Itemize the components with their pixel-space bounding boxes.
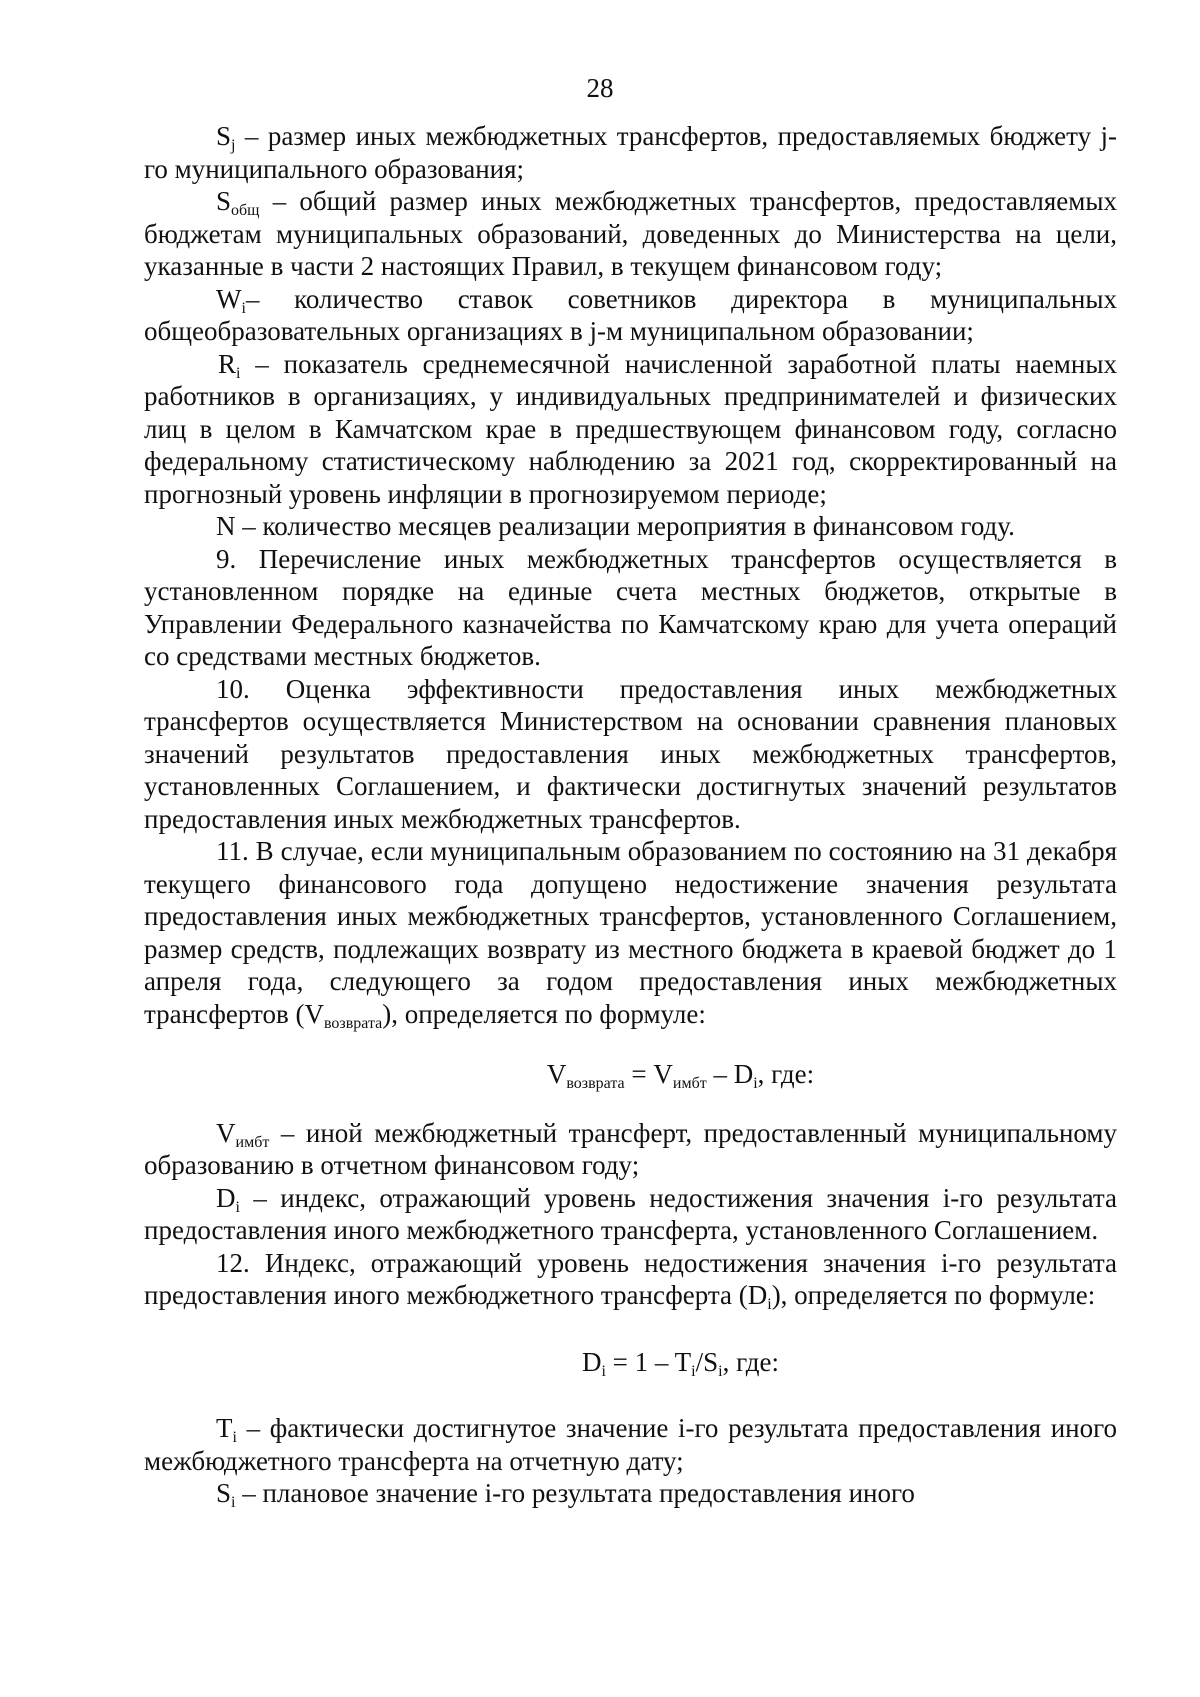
clause-9: 9. Перечисление иных межбюджетных трансфертов осуществляется в установленном порядке на единые счета местных бюджетов, открытые в Управлении Федерального казначейства по Камчатскому краю для учета операций со средствами местных бюджетов. bbox=[144, 543, 1117, 671]
document-body bbox=[144, 120, 1117, 1510]
definition-ti: $T_i$ – фактически достигнутое значение i-го результата предоставления иного межбюджетного трансферта на отчетную дату; bbox=[144, 1413, 1117, 1476]
definition-wi: $W_i-$ количество ставок советников директора в муниципальных общеобразовательных организациях в j-м муниципальном образовании; bbox=[144, 283, 1117, 346]
formula-v-vozvrata: $V_{возврата} = V_{имбт} - D_i$, где: bbox=[546, 1059, 815, 1092]
definition-vimbt: $V_{имбт}$ – иной межбюджетный трансферт, предоставленный муниципальному образованию в отчетном финансовом году; bbox=[144, 1117, 1117, 1180]
clause-12: 12. Индекс, отражающий уровень недостижения значения i-го результата предоставления иного межбюджетного трансферта $(D_i)$, определяется по формуле: bbox=[144, 1247, 1117, 1313]
definition-si: $S_i$ – плановое значение i-го результата предоставления иного bbox=[216, 1478, 915, 1511]
definition-sobsh: $S_{общ}$ – общий размер иных межбюджетных трансфертов, предоставляемых бюджетам муниципальных образований, доведенных до Министерства на цели, указанные в части 2 настоящих Правил, в текущем финансовом году; bbox=[144, 186, 1117, 281]
page-number: 28 bbox=[586, 73, 614, 103]
definition-ri: $R_i$ – показатель среднемесячной начисленной заработной платы наемных работников в организациях, у индивидуальных предпринимателей и физических лиц в целом в Камчатском крае в предшествующем финансовом году, согласно федеральному статистическому наблюдению за 2021 год, скорректированный на прогнозный уровень инфляции в прогнозируемом периоде; bbox=[144, 348, 1117, 509]
definition-sj: $S_j$ – размер иных межбюджетных трансфертов, предоставляемых бюджету j-го муниципального образования; bbox=[144, 121, 1117, 184]
formula-di: $D_i = 1 - T_i/S_i$, где: bbox=[581, 1346, 780, 1380]
definition-di: $D_i$ – индекс, отражающий уровень недостижения значения i-го результата предоставления иного межбюджетного трансферта, установленного Соглашением. bbox=[144, 1182, 1117, 1245]
definition-n: N – количество месяцев реализации мероприятия в финансовом году. bbox=[216, 511, 1015, 541]
clause-10: 10. Оценка эффективности предоставления иных межбюджетных трансфертов осуществляется Министерством на основании сравнения плановых значений результатов предоставления иных межбюджетных трансфертов, установленных Соглашением, и фактически достигнутых значений результатов предоставления иных межбюджетных трансфертов. bbox=[144, 673, 1117, 834]
clause-11: 11. В случае, если муниципальным образованием по состоянию на 31 декабря текущего финансового года допущено недостижение значения результата предоставления иных межбюджетных трансфертов, установленного Соглашением, размер средств, подлежащих возврату из местного бюджета в краевой бюджет до 1 апреля года, следующего за годом предоставления иных межбюджетных трансфертов $(V_{возврата})$, определяется по формуле: bbox=[144, 836, 1117, 1032]
